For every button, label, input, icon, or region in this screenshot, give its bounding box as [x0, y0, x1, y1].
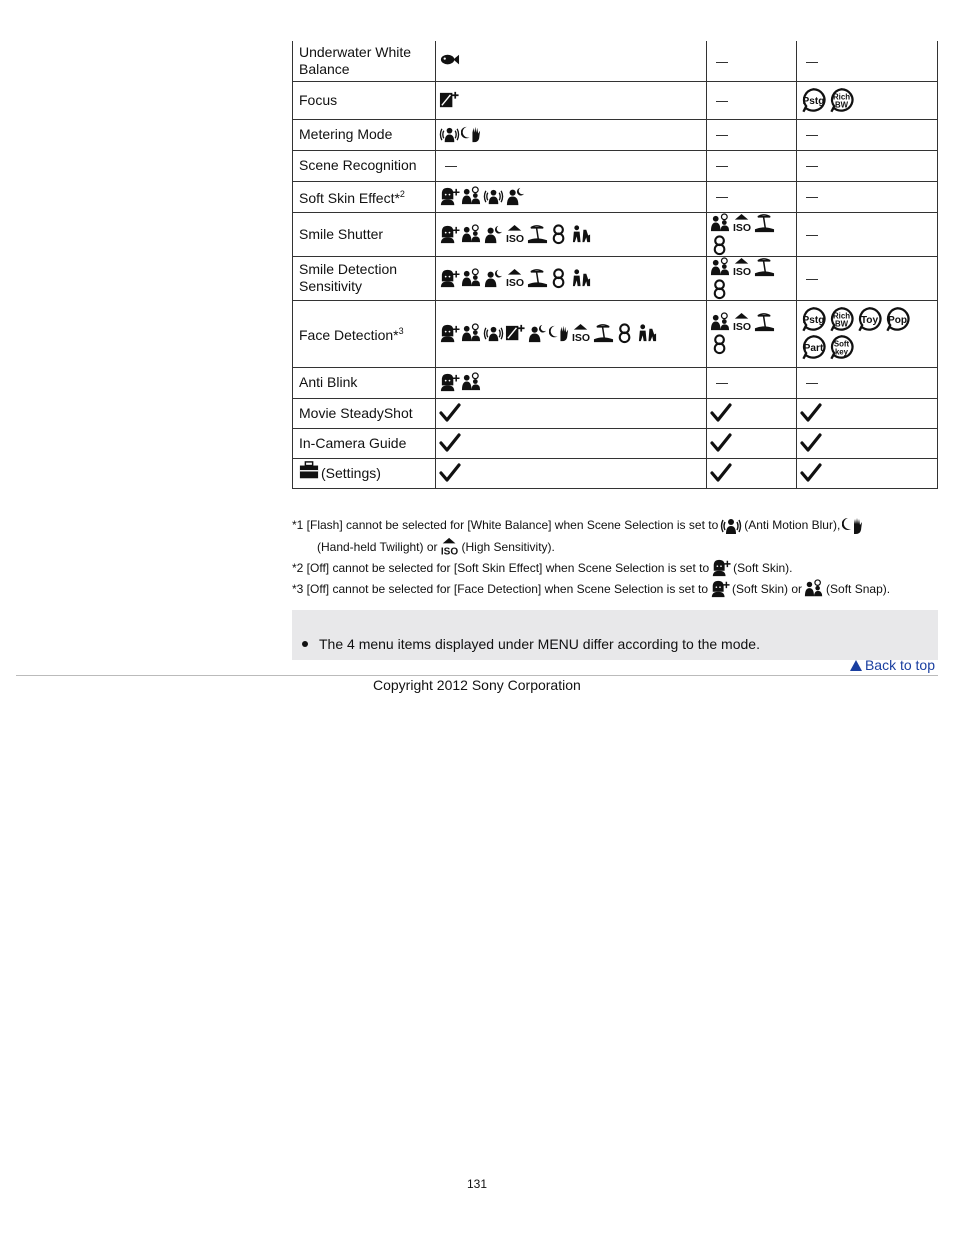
pet-icon: [571, 224, 592, 245]
fish-icon: [439, 50, 460, 71]
table-row: [293, 81, 938, 119]
not-applicable-dash: [716, 62, 728, 63]
table-row: [293, 367, 938, 398]
soft-high-key-icon: [828, 334, 855, 361]
not-applicable-dash: [806, 383, 818, 384]
not-applicable-dash: [806, 135, 818, 136]
bullet-icon: [302, 641, 308, 647]
anti-motion-blur-icon: [483, 323, 504, 344]
footnote-3-text-b: (Soft Skin) or: [732, 581, 803, 596]
svg-text:Toy: Toy: [860, 314, 878, 326]
cell-c3-icons: [800, 306, 931, 361]
partial-color-icon: [800, 334, 827, 361]
table-row: [293, 119, 938, 150]
footnote-1-text-c: (Hand-held Twilight) or: [317, 539, 438, 554]
beach-icon: [754, 213, 775, 234]
row-label: [293, 212, 436, 256]
row-label: [293, 398, 436, 428]
cell-c1-icons: [439, 372, 700, 393]
footnote-3: [292, 579, 938, 600]
row-label: [293, 256, 436, 300]
hint-box: [292, 610, 938, 660]
table-row: [293, 398, 938, 428]
cell-c2-icons: [710, 213, 790, 256]
check-icon: [439, 433, 700, 453]
soft-skin-icon: [439, 186, 460, 207]
row-label-text: Soft Skin Effect*: [299, 190, 400, 206]
posterization-icon: [800, 306, 827, 333]
soft-snap-icon: [461, 186, 482, 207]
row-label-text: Anti Blink: [299, 374, 358, 390]
divider: [16, 675, 938, 676]
high-sensitivity-icon: [732, 312, 753, 333]
cell-c2: [707, 41, 797, 81]
twilight-portrait-icon: [483, 268, 504, 289]
cell-c3: [796, 256, 937, 300]
cell-c2: [707, 300, 797, 367]
cell-c2: [707, 428, 797, 458]
soft-skin-icon: [439, 224, 460, 245]
cell-c3: [796, 398, 937, 428]
svg-text:Rich: Rich: [832, 91, 850, 101]
check-icon: [710, 403, 790, 423]
cell-c1-icons: [439, 50, 700, 71]
cell-c3: [796, 300, 937, 367]
footnote-2-text-a: *2 [Off] cannot be selected for [Soft Skin Effect] when Scene Selection is set to: [292, 560, 710, 575]
cell-c3: [796, 150, 937, 181]
backlight-plus-icon: [439, 90, 460, 111]
cell-c2: [707, 367, 797, 398]
row-label: [293, 458, 436, 488]
svg-text:key: key: [834, 347, 848, 357]
cell-c1-icons: [439, 186, 700, 207]
svg-text:BW: BW: [834, 99, 848, 109]
not-applicable-dash: [716, 197, 728, 198]
footnote-1-cont: [292, 537, 938, 558]
high-sensitivity-icon: [440, 537, 460, 557]
table-row: [293, 458, 938, 488]
soft-skin-icon: [439, 268, 460, 289]
not-applicable-dash: [806, 235, 818, 236]
table-row: [293, 300, 938, 367]
svg-text:Part: Part: [803, 342, 823, 354]
row-label-text: (Settings): [321, 465, 381, 481]
not-applicable-dash: [806, 166, 818, 167]
snow-icon: [710, 334, 731, 355]
cell-c3: [796, 458, 937, 488]
cell-c1-icons: [439, 323, 700, 344]
svg-text:ISO: ISO: [733, 265, 752, 278]
soft-skin-icon: [710, 579, 730, 599]
check-icon: [800, 403, 931, 423]
not-applicable-dash: [806, 279, 818, 280]
cell-c2: [707, 150, 797, 181]
check-icon: [800, 463, 931, 483]
cell-c1-icons: [439, 90, 700, 111]
soft-skin-icon: [439, 372, 460, 393]
high-sensitivity-icon: [571, 323, 592, 344]
cell-c3: [796, 212, 937, 256]
check-icon: [710, 463, 790, 483]
row-label-text: Scene Recognition: [299, 157, 417, 173]
back-to-top-label: Back to top: [864, 657, 935, 673]
page-number: 131: [466, 1177, 488, 1191]
svg-text:Pop: Pop: [887, 314, 907, 326]
cell-c2: [707, 256, 797, 300]
check-icon: [710, 433, 790, 453]
cell-c1: [436, 150, 707, 181]
cell-c1-icons: [439, 268, 700, 289]
beach-icon: [527, 268, 548, 289]
row-label: [293, 428, 436, 458]
footnote-3-text-c: (Soft Snap).: [826, 581, 891, 596]
twilight-portrait-icon: [527, 323, 548, 344]
not-applicable-dash: [806, 62, 818, 63]
cell-c2: [707, 119, 797, 150]
svg-text:Soft: Soft: [833, 339, 849, 349]
table-row: [293, 150, 938, 181]
footnote-2: [292, 558, 938, 579]
cell-c1: [436, 212, 707, 256]
cell-c2: [707, 212, 797, 256]
row-label: [293, 41, 436, 81]
cell-c3: [796, 181, 937, 212]
snow-icon: [549, 268, 570, 289]
not-applicable-dash: [716, 383, 728, 384]
soft-skin-icon: [711, 558, 731, 578]
svg-text:ISO: ISO: [440, 546, 458, 557]
footnote-1: [292, 515, 938, 537]
footnote-2-text-b: (Soft Skin).: [733, 560, 793, 575]
cell-c3: [796, 41, 937, 81]
pet-icon: [637, 323, 658, 344]
handheld-twilight-icon: [842, 515, 864, 537]
svg-text:BW: BW: [834, 319, 848, 329]
footnote-1-text-d: (High Sensitivity).: [461, 539, 555, 554]
beach-icon: [754, 257, 775, 278]
cell-c2: [707, 458, 797, 488]
handheld-twilight-icon: [549, 323, 570, 344]
svg-text:ISO: ISO: [506, 276, 525, 289]
rich-bw-icon: [828, 306, 855, 333]
cell-c2: [707, 398, 797, 428]
beach-icon: [754, 312, 775, 333]
function-availability-table: [292, 41, 938, 489]
high-sensitivity-icon: [505, 224, 526, 245]
snow-icon: [549, 224, 570, 245]
cell-c2-icons: [710, 312, 790, 355]
soft-snap-icon: [461, 323, 482, 344]
soft-snap-icon: [461, 224, 482, 245]
table-row: [293, 181, 938, 212]
soft-snap-icon: [461, 372, 482, 393]
row-label-text: Movie SteadyShot: [299, 404, 413, 421]
cell-c1: [436, 81, 707, 119]
cell-c3: [796, 367, 937, 398]
cell-c1: [436, 428, 707, 458]
up-triangle-icon: [850, 660, 862, 671]
cell-c1: [436, 458, 707, 488]
high-sensitivity-icon: [732, 213, 753, 234]
cell-c3-icons: [800, 87, 931, 114]
cell-c1-icons: [439, 224, 700, 245]
cell-c2: [707, 181, 797, 212]
table-row: [293, 256, 938, 300]
row-label-text: Face Detection*: [299, 327, 399, 343]
hint-text: The 4 menu items displayed under MENU differ according to the mode.: [319, 635, 760, 652]
row-label: [293, 81, 436, 119]
twilight-portrait-icon: [505, 186, 526, 207]
snow-icon: [710, 235, 731, 256]
toolbox-icon: [299, 461, 319, 485]
footnotes: [292, 515, 938, 600]
check-icon: [800, 433, 931, 453]
cell-c2-icons: [710, 257, 790, 300]
row-label-text: Focus: [299, 91, 338, 108]
row-label-text: Underwater White Balance: [299, 43, 412, 77]
rich-bw-icon: [828, 87, 855, 114]
page-content: [292, 41, 938, 660]
soft-snap-icon: [804, 579, 824, 599]
handheld-twilight-icon: [461, 124, 482, 145]
table-row: [293, 212, 938, 256]
back-to-top-link[interactable]: [850, 657, 935, 673]
high-sensitivity-icon: [732, 257, 753, 278]
table-row: [293, 428, 938, 458]
toy-icon: [856, 306, 883, 333]
snow-icon: [615, 323, 636, 344]
soft-skin-icon: [439, 323, 460, 344]
svg-text:Rich: Rich: [832, 311, 850, 321]
footnote-marker: 3: [398, 326, 404, 336]
cell-c1: [436, 181, 707, 212]
svg-text:ISO: ISO: [733, 321, 752, 333]
row-label: [293, 367, 436, 398]
snow-icon: [710, 279, 731, 300]
not-applicable-dash: [716, 166, 728, 167]
row-label-text: Metering Mode: [299, 126, 393, 142]
cell-c1-icons: [439, 124, 700, 145]
row-label: [293, 300, 436, 367]
beach-icon: [593, 323, 614, 344]
backlight-plus-icon: [505, 323, 526, 344]
cell-c1: [436, 398, 707, 428]
cell-c1: [436, 367, 707, 398]
footnote-3-text-a: *3 [Off] cannot be selected for [Face Detection] when Scene Selection is set to: [292, 581, 709, 596]
row-label-text: Smile Detection Sensitivity: [299, 261, 398, 294]
posterization-icon: [800, 87, 827, 114]
pop-icon: [884, 306, 911, 333]
high-sensitivity-icon: [505, 268, 526, 289]
not-applicable-dash: [716, 135, 728, 136]
table-row: [293, 41, 938, 81]
svg-text:Pstg: Pstg: [802, 95, 825, 107]
cell-c1: [436, 119, 707, 150]
twilight-portrait-icon: [483, 224, 504, 245]
anti-motion-blur-icon: [439, 124, 460, 145]
svg-text:ISO: ISO: [572, 332, 591, 344]
check-icon: [439, 463, 700, 483]
pet-icon: [571, 268, 592, 289]
soft-snap-icon: [710, 257, 731, 278]
cell-c1: [436, 256, 707, 300]
row-label: [293, 119, 436, 150]
row-label-text: In-Camera Guide: [299, 434, 407, 451]
not-applicable-dash: [716, 101, 728, 102]
not-applicable-dash: [445, 166, 457, 167]
cell-c1: [436, 41, 707, 81]
footnote-marker: 2: [399, 189, 405, 199]
row-label: [293, 181, 436, 212]
check-icon: [439, 403, 700, 423]
anti-motion-blur-icon: [720, 515, 742, 537]
beach-icon: [527, 224, 548, 245]
soft-snap-icon: [461, 268, 482, 289]
cell-c3: [796, 81, 937, 119]
svg-text:ISO: ISO: [733, 221, 752, 234]
cell-c1: [436, 300, 707, 367]
footnote-1-text-a: *1 [Flash] cannot be selected for [White Balance] when Scene Selection is set to: [292, 518, 719, 532]
hint-item: [302, 636, 760, 652]
svg-text:ISO: ISO: [506, 232, 525, 245]
anti-motion-blur-icon: [483, 186, 504, 207]
copyright: Copyright 2012 Sony Corporation: [373, 677, 581, 693]
cell-c3: [796, 428, 937, 458]
row-label: [293, 150, 436, 181]
soft-snap-icon: [710, 213, 731, 234]
row-label-text: Smile Shutter: [299, 225, 384, 242]
not-applicable-dash: [806, 197, 818, 198]
footnote-1-text-b: (Anti Motion Blur),: [744, 518, 841, 532]
cell-c2: [707, 81, 797, 119]
soft-snap-icon: [710, 312, 731, 333]
cell-c3: [796, 119, 937, 150]
svg-text:Pstg: Pstg: [802, 314, 825, 326]
